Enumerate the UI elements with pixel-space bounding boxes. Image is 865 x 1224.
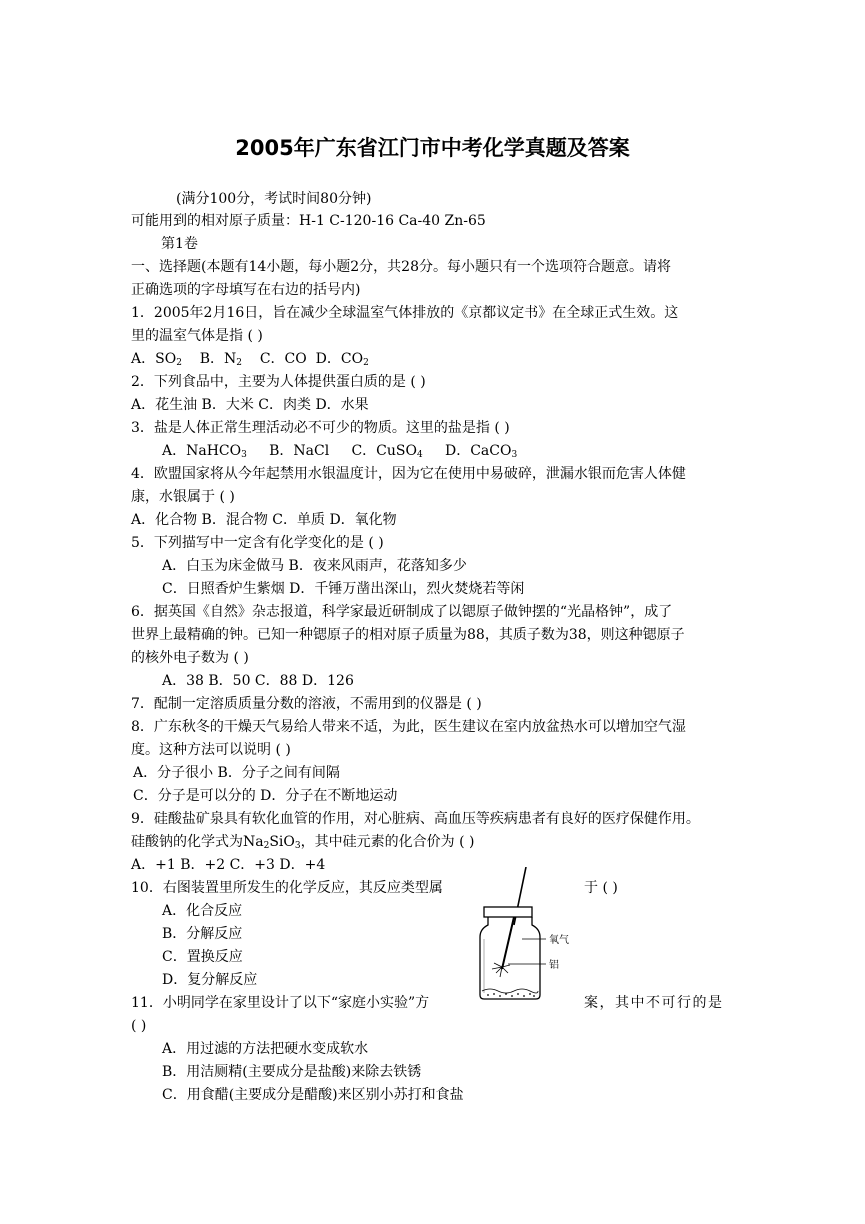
section-heading: 一、选择题(本题有14小题，每小题2分，共28分。每小题只有一个选项符合题意。请将 — [131, 259, 671, 275]
question-8-text: 8．广东秋冬的干燥天气易给人带来不适，为此，医生建议在室内放盆热水可以增加空气湿 — [131, 719, 686, 735]
question-4-text-cont: 康，水银属于 ( ) — [131, 489, 235, 505]
option-c: C．CuSO$_4$ — [351, 443, 423, 460]
option-a: A．NaHCO$_3$ — [162, 443, 247, 460]
question-3-options — [162, 441, 517, 461]
question-10-option-a: A．化合反应 — [162, 903, 243, 919]
question-9-text: 9．硅酸盐矿泉具有软化血管的作用，对心脏病、高血压等疾病患者有良好的医疗保健作用。 — [131, 811, 700, 827]
section-heading-cont: 正确选项的字母填写在右边的括号内) — [131, 282, 361, 298]
question-8-options-ab: A．分子很小 B．分子之间有间隔 — [133, 765, 340, 781]
question-11-option-b: B．用洁厕精(主要成分是盐酸)来除去铁锈 — [162, 1064, 422, 1080]
question-8-text-cont: 度。这种方法可以说明 ( ) — [131, 742, 291, 758]
oxygen-jar-figure — [470, 867, 580, 1007]
question-1-text-cont: 里的温室气体是指 ( ) — [131, 328, 263, 344]
question-9-text-cont: 硅酸钠的化学式为$Na_2SiO_3$，其中硅元素的化合价为 ( ) — [131, 834, 475, 851]
option-d: D．CaCO$_3$ — [444, 443, 518, 460]
question-6-text-cont: 世界上最精确的钟。已知一种锶原子的相对原子质量为88，其质子数为38，则这种锶原子 — [131, 627, 685, 643]
question-9-options: A．+1 B．+2 C．+3 D．+4 — [131, 857, 326, 873]
question-5-options-cd: C．日照香炉生紫烟 D．千锤万凿出深山，烈火焚烧若等闲 — [162, 581, 525, 597]
option-a: A．$SO_2$ — [131, 351, 182, 368]
question-6-text-cont2: 的核外电子数为 ( ) — [131, 650, 249, 666]
question-11-text-right: 案，其中不可行的是 — [584, 995, 724, 1011]
page-title: 2005年广东省江门市中考化学真题及答案 — [235, 136, 630, 160]
question-2-text: 2．下列食品中，主要为人体提供蛋白质的是 ( ) — [131, 374, 426, 390]
score-info: (满分100分，考试时间80分钟) — [176, 191, 372, 207]
question-10-option-b: B．分解反应 — [162, 926, 243, 942]
figure-label-oxygen: 氧气 — [549, 935, 569, 946]
question-10-text-right: 于 ( ) — [584, 880, 618, 896]
option-b: B．$N_2$ — [199, 351, 243, 368]
option-b: B．NaCl — [269, 443, 330, 459]
question-6-text: 6．据英国《自然》杂志报道，科学家最近研制成了以锶原子做钟摆的“光晶格钟”，成了 — [131, 604, 673, 620]
question-2-options: A．花生油 B．大米 C．肉类 D．水果 — [131, 397, 369, 413]
question-8-options-cd: C．分子是可以分的 D．分子在不断地运动 — [133, 788, 398, 804]
question-11-option-a: A．用过滤的方法把硬水变成软水 — [162, 1041, 369, 1057]
question-10-option-d: D．复分解反应 — [162, 972, 258, 988]
question-1-options — [131, 349, 369, 369]
question-6-options: A．38 B．50 C．88 D．126 — [162, 673, 354, 689]
question-5-text: 5．下列描写中一定含有化学变化的是 ( ) — [131, 535, 384, 551]
atomic-mass-info: 可能用到的相对原子质量：H-1 C-120-16 Ca-40 Zn-65 — [131, 213, 486, 229]
question-4-text: 4．欧盟国家将从今年起禁用水银温度计，因为它在使用中易破碎，泄漏水银而危害人体健 — [131, 466, 686, 482]
question-3-text: 3．盐是人体正常生理活动必不可少的物质。这里的盐是指 ( ) — [131, 420, 510, 436]
question-5-options-ab: A．白玉为床金做马 B．夜来风雨声，花落知多少 — [162, 558, 467, 574]
volume-label: 第1卷 — [161, 236, 198, 252]
option-c: C．CO — [259, 351, 307, 367]
question-11-text-cont: ( ) — [131, 1018, 147, 1034]
question-11-text: 11．小明同学在家里设计了以下“家庭小实验”方 — [131, 995, 430, 1011]
question-10-text: 10．右图装置里所发生的化学反应，其反应类型属 — [131, 880, 443, 896]
figure-label-aluminum: 铝 — [549, 960, 559, 971]
option-d: D．$CO_2$ — [315, 351, 369, 368]
question-11-option-c: C．用食醋(主要成分是醋酸)来区别小苏打和食盐 — [162, 1087, 464, 1103]
question-1-text: 1．2005年2月16日，旨在减少全球温室气体排放的《京都议定书》在全球正式生效。这 — [131, 305, 679, 321]
question-4-options: A．化合物 B．混合物 C．单质 D．氧化物 — [131, 512, 397, 528]
question-10-option-c: C．置换反应 — [162, 949, 243, 965]
question-7-text: 7．配制一定溶质质量分数的溶液，不需用到的仪器是 ( ) — [131, 696, 482, 712]
